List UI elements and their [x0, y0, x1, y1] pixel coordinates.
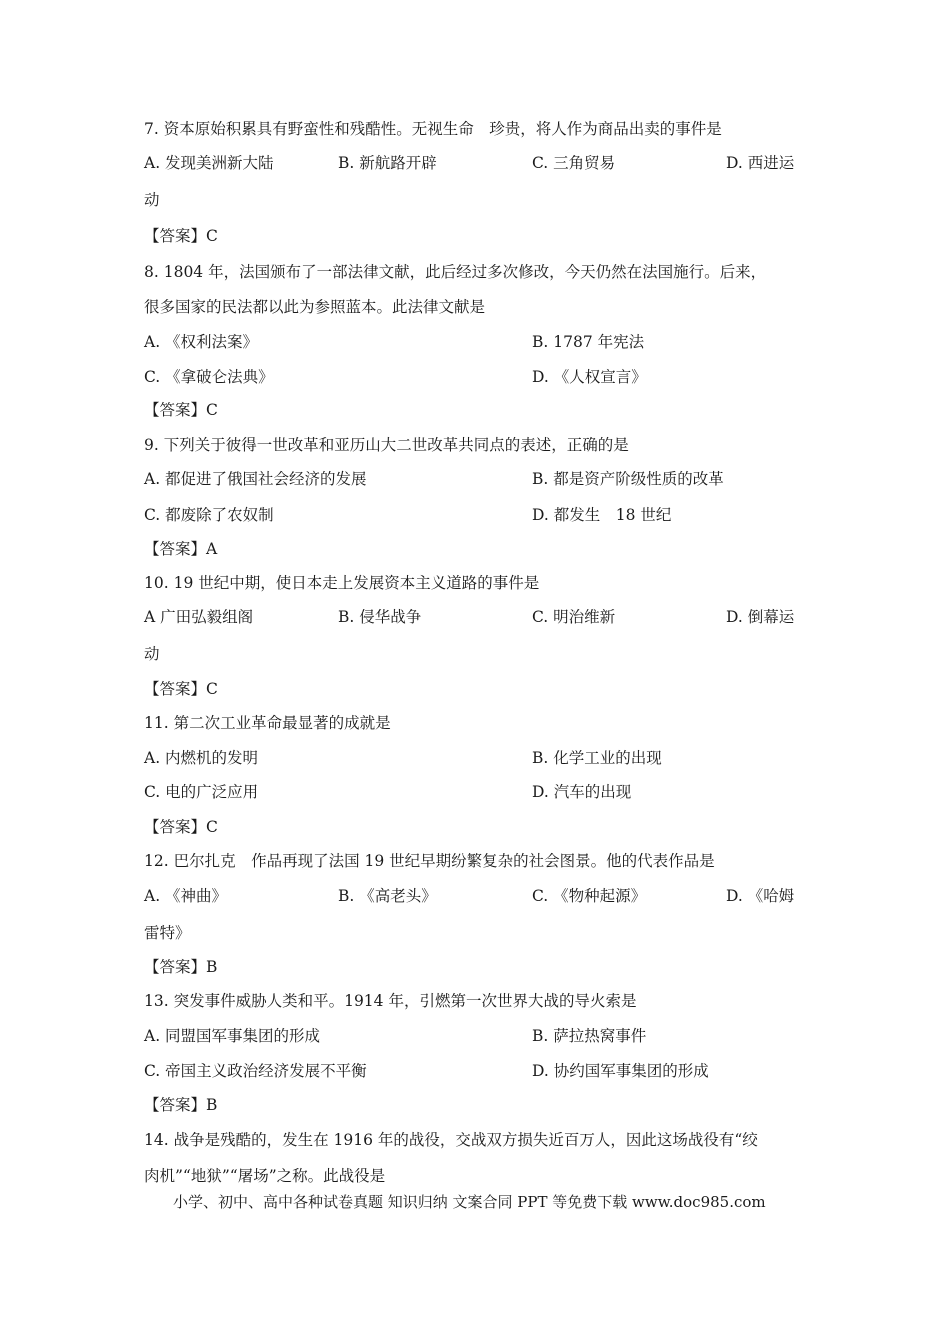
- question-8-option-b: B. 1787 年宪法: [532, 333, 645, 351]
- question-10-answer: 【答案】C: [144, 680, 218, 698]
- question-12-option-c: C. 《物种起源》: [532, 887, 647, 905]
- question-10-option-wrap: 动: [144, 645, 160, 663]
- question-10-option-c: C. 明治维新: [532, 608, 616, 626]
- question-7-stem: 7. 资本原始积累具有野蛮性和残酷性。无视生命 珍贵，将人作为商品出卖的事件是: [144, 120, 722, 138]
- question-9-option-d: D. 都发生 18 世纪: [532, 506, 672, 524]
- question-7-option-a: A. 发现美洲新大陆: [144, 154, 274, 172]
- page-footer: 小学、初中、高中各种试卷真题 知识归纳 文案合同 PPT 等免费下载 www.doc985.com: [173, 1193, 766, 1211]
- question-7-answer: 【答案】C: [144, 227, 218, 245]
- question-10-option-d: D. 倒幕运: [726, 608, 795, 626]
- question-10-option-b: B. 侵华战争: [338, 608, 422, 626]
- question-13-option-c: C. 帝国主义政治经济发展不平衡: [144, 1062, 367, 1080]
- question-11-stem: 11. 第二次工业革命最显著的成就是: [144, 714, 391, 732]
- question-13-option-a: A. 同盟国军事集团的形成: [144, 1027, 321, 1045]
- question-9-option-a: A. 都促进了俄国社会经济的发展: [144, 470, 367, 488]
- question-11-answer: 【答案】C: [144, 818, 218, 836]
- question-10-option-a: A 广田弘毅组阁: [144, 608, 254, 626]
- question-9-option-b: B. 都是资产阶级性质的改革: [532, 470, 724, 488]
- question-8-option-a: A. 《权利法案》: [144, 333, 259, 351]
- question-12-option-d: D. 《哈姆: [726, 887, 795, 905]
- question-8-answer: 【答案】C: [144, 401, 218, 419]
- question-7-option-d: D. 西进运: [726, 154, 795, 172]
- question-11-option-a: A. 内燃机的发明: [144, 749, 259, 767]
- question-8-option-d: D. 《人权宣言》: [532, 368, 647, 386]
- question-10-stem: 10. 19 世纪中期，使日本走上发展资本主义道路的事件是: [144, 574, 540, 592]
- question-7-option-wrap: 动: [144, 191, 160, 209]
- question-13-answer: 【答案】B: [144, 1096, 218, 1114]
- question-12-stem: 12. 巴尔扎克 作品再现了法国 19 世纪早期纷繁复杂的社会图景。他的代表作品是: [144, 852, 715, 870]
- question-9-option-c: C. 都废除了农奴制: [144, 506, 274, 524]
- question-7-option-c: C. 三角贸易: [532, 154, 616, 172]
- question-13-option-b: B. 萨拉热窝事件: [532, 1027, 647, 1045]
- question-12-option-wrap: 雷特》: [144, 924, 191, 942]
- question-8-option-c: C. 《拿破仑法典》: [144, 368, 274, 386]
- question-12-answer: 【答案】B: [144, 958, 218, 976]
- question-13-option-d: D. 协约国军事集团的形成: [532, 1062, 709, 1080]
- question-14-stem-line-2: 肉机”“地狱”“屠场”之称。此战役是: [144, 1167, 386, 1185]
- question-8-stem-line-2: 很多国家的民法都以此为参照蓝本。此法律文献是: [144, 298, 486, 316]
- question-9-answer: 【答案】A: [144, 540, 218, 558]
- question-11-option-d: D. 汽车的出现: [532, 783, 632, 801]
- question-13-stem: 13. 突发事件威胁人类和平。1914 年，引燃第一次世界大战的导火索是: [144, 992, 637, 1010]
- question-11-option-c: C. 电的广泛应用: [144, 783, 259, 801]
- question-14-stem-line-1: 14. 战争是残酷的，发生在 1916 年的战役，交战双方损失近百万人，因此这场战役有“绞: [144, 1131, 758, 1149]
- question-8-stem-line-1: 8. 1804 年，法国颁布了一部法律文献，此后经过多次修改，今天仍然在法国施行。后来，: [144, 263, 767, 281]
- question-12-option-b: B. 《高老头》: [338, 887, 437, 905]
- question-9-stem: 9. 下列关于彼得一世改革和亚历山大二世改革共同点的表述，正确的是: [144, 436, 629, 454]
- question-11-option-b: B. 化学工业的出现: [532, 749, 662, 767]
- question-12-option-a: A. 《神曲》: [144, 887, 228, 905]
- question-7-option-b: B. 新航路开辟: [338, 154, 437, 172]
